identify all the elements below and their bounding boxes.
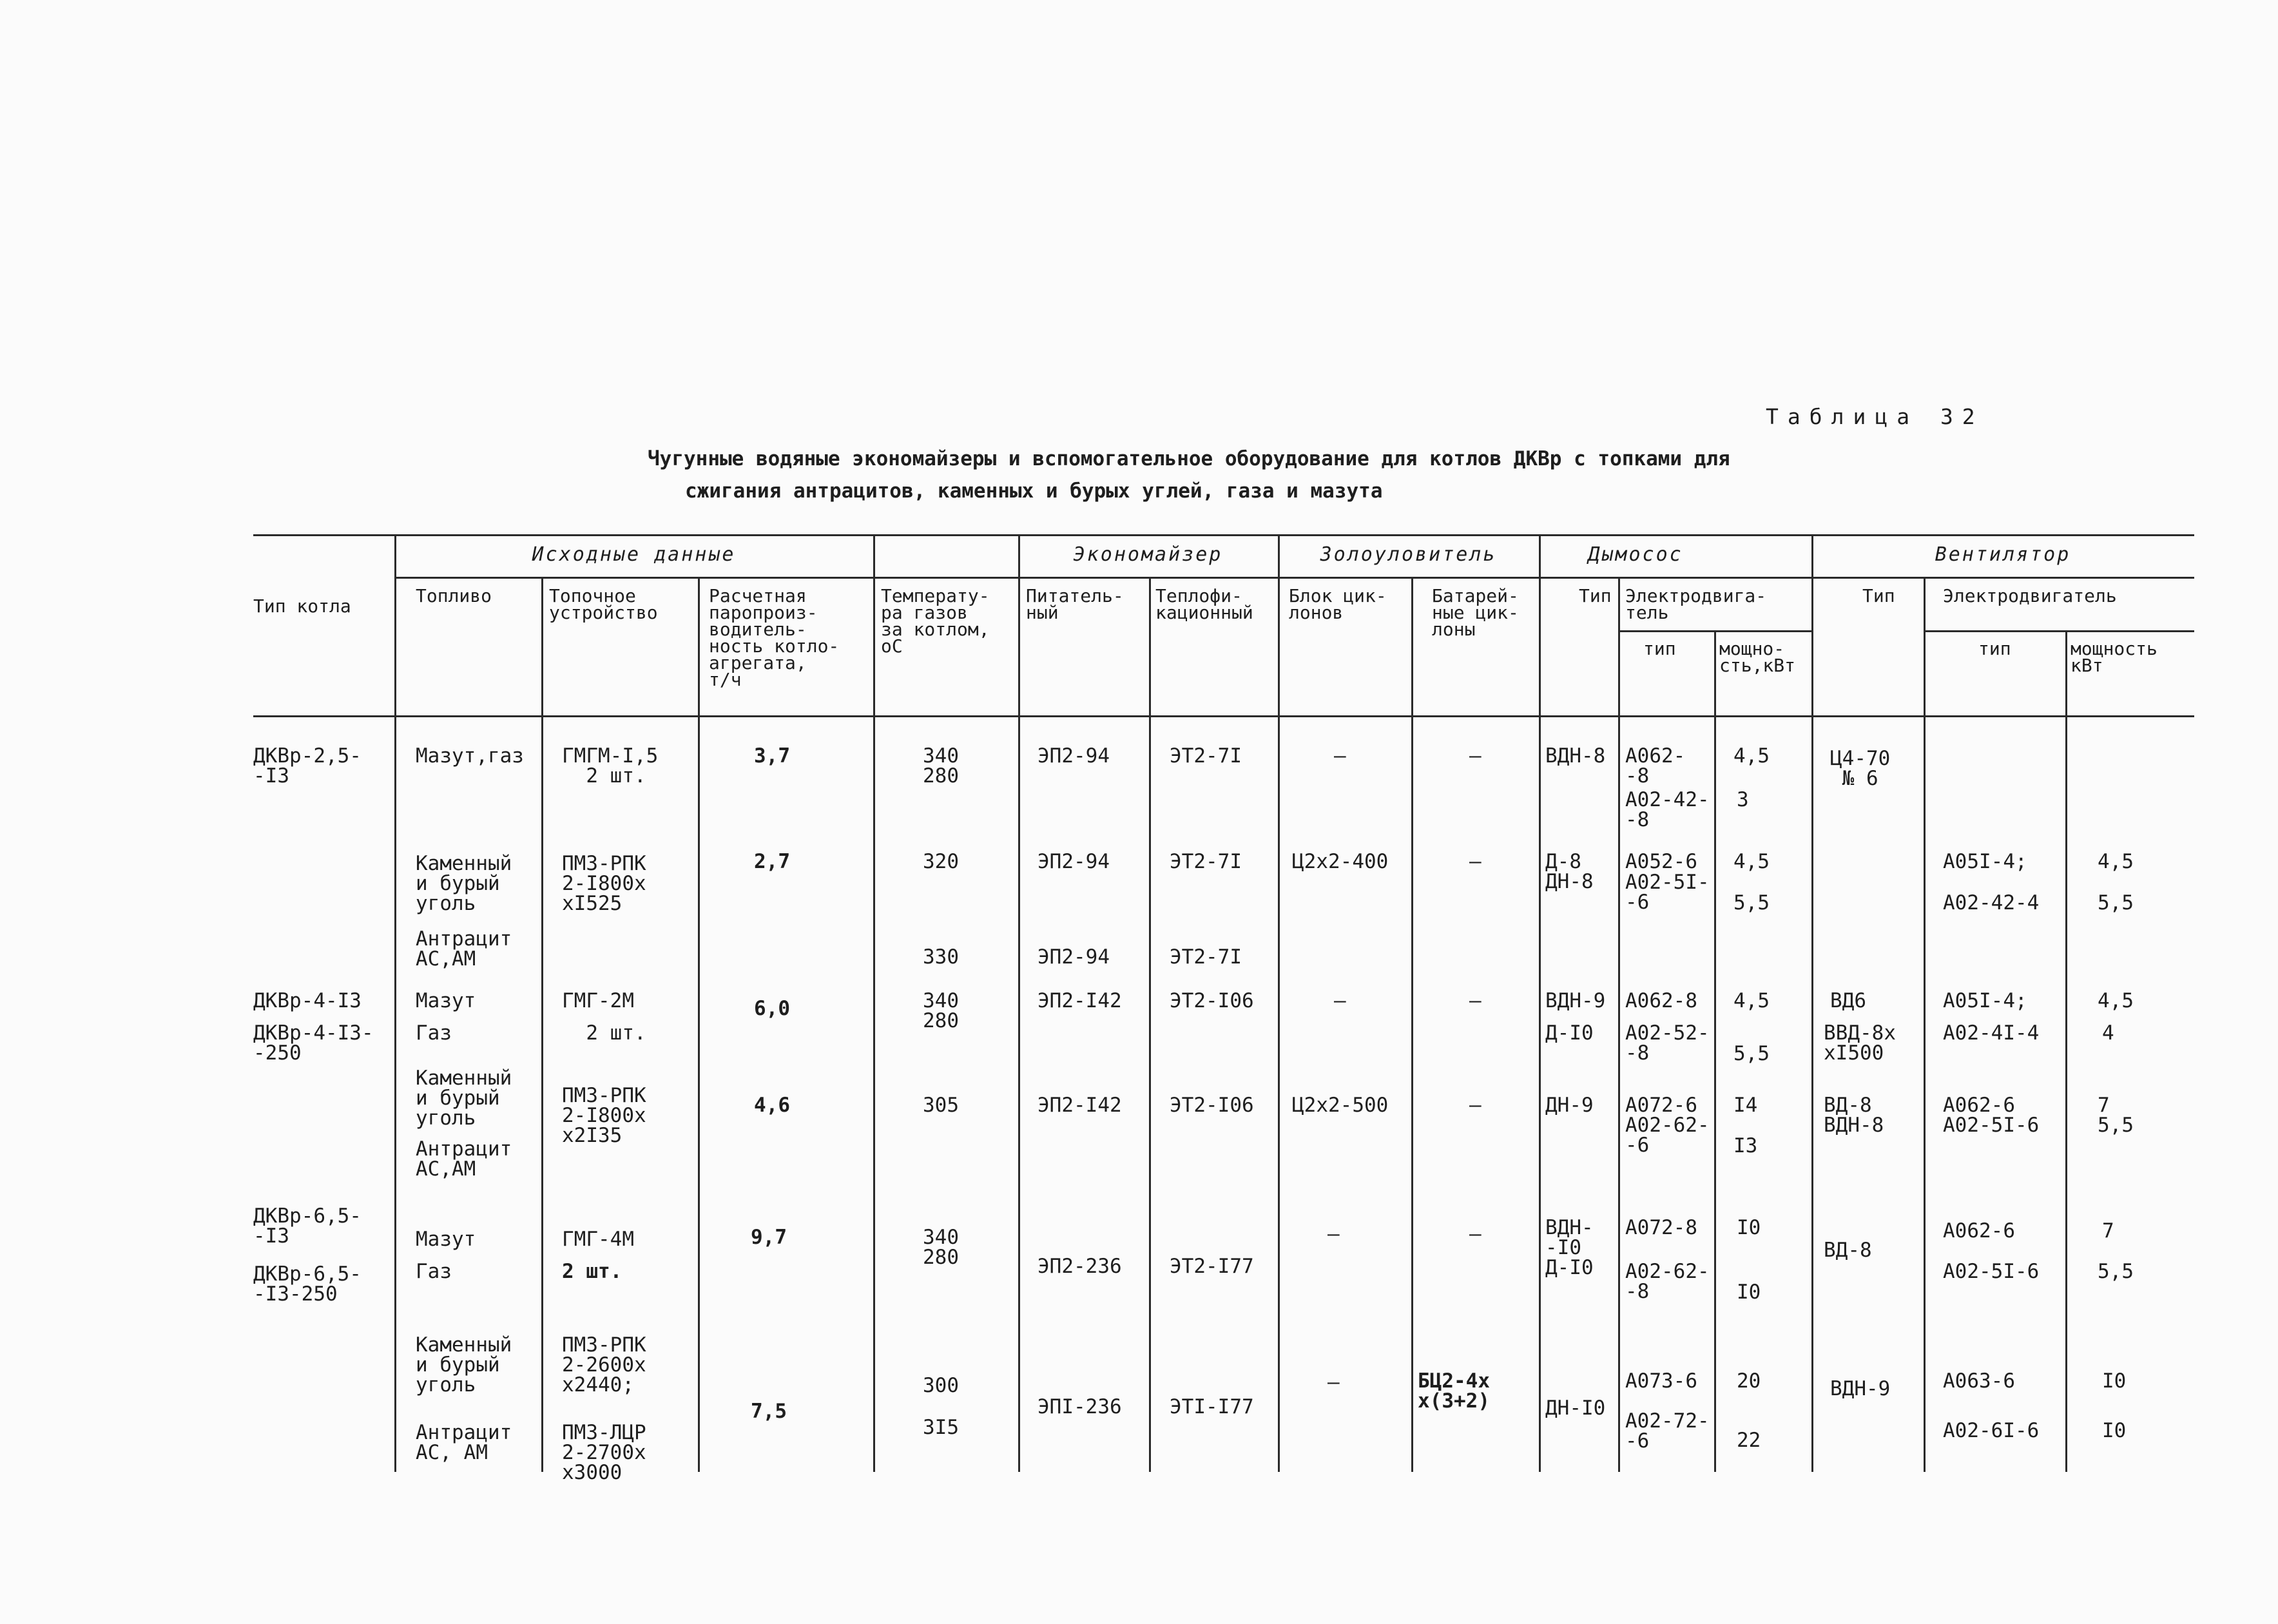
cell-fan-motor-type: А062-6 [1943,1219,2015,1242]
cell-fuel: Мазут [416,1228,476,1251]
col-rule [873,534,875,1472]
col-battery-cyclones: Батарей- ные цик- лоны [1432,585,1519,640]
cell-smoke-motor-type: А073-6 [1625,1369,1697,1393]
cell-econ-feed: ЭП2-94 [1038,945,1110,969]
cell-econ-feed: ЭП2-94 [1038,744,1110,768]
cell-smoke-type: ДН-9 [1545,1094,1594,1117]
table-number-label: Таблица 32 [1766,404,1984,429]
cell-battery-cyclones: БЦ2-4х х(3+2) [1418,1369,1490,1413]
col-cyclone-block: Блок цик- лонов [1289,585,1387,623]
cell-econ-feed: ЭП2-I42 [1038,989,1122,1012]
cell-battery-cyclones: – [1469,850,1482,873]
cell-fan-motor-type: А02-6I-6 [1943,1419,2040,1442]
cell-battery-cyclones: – [1469,989,1482,1012]
cell-econ-feed: ЭП2-236 [1038,1255,1122,1278]
cell-gas-temp: 3I5 [923,1416,959,1439]
col-rule [1149,577,1151,1472]
cell-econ-heating: ЭТ2-I77 [1170,1255,1254,1278]
cell-fan-motor-power: 7 5,5 [2098,1094,2134,1137]
cell-boiler-type: ДКВр-6,5- -I3-250 [253,1262,362,1306]
cell-smoke-motor-type: А062-8 [1625,989,1697,1012]
cell-fuel: Газ [416,1260,452,1283]
cell-gas-temp: 340 280 [923,744,959,788]
col-rule [1278,534,1280,1472]
cell-smoke-motor-power: I0 [1737,1281,1761,1304]
cell-smoke-type: ВДН-9 [1545,989,1606,1012]
cell-fan-type: ВДН-9 [1830,1377,1891,1400]
cell-smoke-motor-power: 5,5 [1733,1042,1770,1065]
cell-cyclone-block: Ц2х2-400 [1292,850,1389,873]
cell-fan-motor-type: А02-5I-6 [1943,1260,2040,1283]
cell-capacity: 9,7 [751,1226,787,1249]
col-fan-motor: Электродвигатель [1943,585,2117,606]
cell-smoke-type: ДН-I0 [1545,1397,1606,1420]
col-rule [2065,630,2067,1472]
cell-cyclone-block: – [1327,1371,1340,1394]
col-fan-motor-power: мощность кВт [2070,638,2157,676]
group-ash-collector: Золоуловитель [1320,543,1497,566]
col-boiler-type: Тип котла [253,595,351,617]
cell-fuel: Антрацит АС,АМ [416,1137,512,1181]
cell-fuel: Каменный и бурый уголь [416,1067,512,1130]
cell-fan-motor-power: 5,5 [2098,891,2134,914]
cell-fan-motor-type: А02-42-4 [1943,891,2040,914]
cell-smoke-motor-power: I0 [1737,1216,1761,1239]
cell-furnace: ПМЗ-РПК 2-I800х хI525 [562,852,646,915]
cell-cyclone-block: – [1334,744,1346,768]
cell-fuel: Мазут,газ [416,744,524,768]
cell-fan-motor-type: А063-6 [1943,1369,2015,1393]
cell-furnace: ПМЗ-ЛЦР 2-2700х х3000 [562,1421,646,1484]
cell-smoke-motor-power: 5,5 [1733,891,1770,914]
cell-capacity: 3,7 [754,744,790,768]
cell-smoke-motor-power: 20 [1737,1369,1761,1393]
cell-furnace: 2 шт. [562,1021,646,1045]
col-smoke-motor-type: тип [1643,638,1676,659]
cell-fuel: Антрацит АС,АМ [416,927,512,971]
cell-smoke-motor-type: А052-6 [1625,850,1697,873]
cell-battery-cyclones: – [1469,1223,1482,1246]
cell-boiler-type: ДКВр-4-I3- -250 [253,1021,374,1065]
col-rule [394,534,396,1472]
col-econ-heating: Теплофи- кационный [1155,585,1253,623]
cell-fan-motor-type: А05I-4; [1943,850,2027,873]
col-smoke-motor-power: мощно- сть,кВт [1719,638,1796,676]
cell-smoke-motor-type: А062- -8 [1625,744,1686,788]
cell-smoke-type: ВДН-8 [1545,744,1606,768]
cell-cyclone-block: – [1327,1223,1340,1246]
col-rule [1018,534,1020,1472]
cell-fan-motor-power: 4,5 [2098,850,2134,873]
cell-smoke-motor-type: А02-62- -8 [1625,1260,1710,1303]
cell-econ-heating: ЭТ2-7I [1170,945,1242,969]
col-rule [1924,577,1926,1472]
cell-fuel: Газ [416,1021,452,1045]
cell-fan-motor-power: 4,5 [2098,989,2134,1012]
cell-gas-temp: 305 [923,1094,959,1117]
cell-econ-feed: ЭПI-236 [1038,1395,1122,1418]
cell-furnace: 2 шт. [562,1260,623,1283]
cell-fan-type: ВД-8 ВДН-8 [1824,1094,1884,1137]
cell-smoke-motor-power: 4,5 [1733,850,1770,873]
col-smoke-motor: Электродвига- тель [1625,585,1767,623]
cell-capacity: 2,7 [754,850,790,873]
cell-fan-motor-power: 7 [2102,1219,2114,1242]
cell-fan-motor-type: А05I-4; [1943,989,2027,1012]
cell-smoke-type: Д-8 ДН-8 [1545,850,1594,893]
motor-subheader-rule-fan [1924,630,2194,632]
cell-smoke-motor-type: А02-52- -8 [1625,1021,1710,1065]
col-smoke-type: Тип [1579,585,1612,606]
cell-smoke-motor-power: 22 [1737,1429,1761,1452]
col-rule [698,577,700,1472]
group-initial-data: Исходные данные [532,543,736,566]
col-rule [1618,577,1620,1472]
cell-smoke-type: ВДН- -I0 Д-I0 [1545,1216,1594,1279]
table-caption-line-1: Чугунные водяные экономайзеры и вспомогательное оборудование для котлов ДКВр с топками для [648,447,1730,470]
cell-capacity: 7,5 [751,1400,787,1423]
cell-fan-motor-type: А062-6 А02-5I-6 [1943,1094,2040,1137]
cell-fuel: Каменный и бурый уголь [416,852,512,915]
header-bottom-rule [253,715,2194,717]
cell-gas-temp: 320 [923,850,959,873]
cell-cyclone-block: – [1334,989,1346,1012]
cell-fan-type: ВД-8 [1824,1239,1872,1262]
cell-fan-type: ВВД-8х хI500 [1824,1021,1896,1065]
col-fan-type: Тип [1862,585,1895,606]
cell-smoke-motor-power: 4,5 [1733,989,1770,1012]
cell-gas-temp: 340 280 [923,1226,959,1269]
cell-battery-cyclones: – [1469,744,1482,768]
cell-gas-temp: 300 [923,1374,959,1397]
cell-smoke-motor-type: А02-5I- -6 [1625,871,1710,914]
cell-boiler-type: ДКВр-2,5- -I3 [253,744,362,788]
col-rule [1539,534,1541,1472]
col-furnace: Топочное устройство [549,585,658,623]
group-smoke-exhauster: Дымосос [1588,543,1683,566]
col-capacity: Расчетная паропроиз- водитель- ность котло- агрегата, т/ч [709,585,840,690]
cell-fuel: Каменный и бурый уголь [416,1333,512,1397]
cell-smoke-motor-power: 4,5 [1733,744,1770,768]
cell-furnace: ГМГ-2М [562,989,634,1012]
cell-gas-temp: 330 [923,945,959,969]
cell-smoke-motor-power: 3 [1737,788,1749,811]
cell-capacity: 4,6 [754,1094,790,1117]
cell-furnace: ПМЗ-РПК 2-I800х х2I35 [562,1084,646,1147]
cell-econ-heating: ЭТ2-7I [1170,744,1242,768]
group-fan: Вентилятор [1935,543,2071,566]
cell-fan-motor-power: 5,5 [2098,1260,2134,1283]
col-rule [1411,577,1413,1472]
cell-fan-motor-power: 4 [2102,1021,2114,1045]
cell-econ-feed: ЭП2-94 [1038,850,1110,873]
cell-smoke-motor-type: А02-42- -8 [1625,788,1710,831]
cell-smoke-motor-power: I3 [1733,1134,1758,1157]
col-rule [541,577,543,1472]
group-economizer: Экономайзер [1073,543,1223,566]
table-top-rule [253,534,2194,536]
cell-furnace: ГМГ-4М [562,1228,634,1251]
cell-smoke-motor-type: А072-6 А02-62- -6 [1625,1094,1710,1157]
cell-fan-motor-power: I0 [2102,1369,2127,1393]
cell-furnace: ГМГМ-I,5 2 шт. [562,744,659,788]
cell-cyclone-block: Ц2х2-500 [1292,1094,1389,1117]
cell-boiler-type: ДКВр-6,5- -I3 [253,1204,362,1248]
cell-furnace: ПМЗ-РПК 2-2600х х2440; [562,1333,646,1397]
col-econ-feed: Питатель- ный [1026,585,1124,623]
cell-econ-feed: ЭП2-I42 [1038,1094,1122,1117]
table-caption-line-2: сжигания антрацитов, каменных и бурых углей, газа и мазута [685,479,1383,503]
cell-gas-temp: 340 280 [923,989,959,1032]
cell-capacity: 6,0 [754,997,790,1020]
cell-fan-type: Ц4-70 № 6 [1830,747,1891,790]
cell-smoke-motor-type: А02-72- -6 [1625,1409,1710,1453]
cell-fuel: Антрацит АС, АМ [416,1421,512,1464]
cell-econ-heating: ЭТ2-7I [1170,850,1242,873]
col-rule [1811,534,1813,1472]
cell-battery-cyclones: – [1469,1094,1482,1117]
cell-fan-type: ВД6 [1830,989,1866,1012]
col-rule [1714,630,1716,1472]
col-gas-temp: Температу- ра газов за котлом, оС [881,585,990,657]
cell-fuel: Мазут [416,989,476,1012]
cell-econ-heating: ЭТ2-I06 [1170,989,1254,1012]
cell-smoke-motor-power: I4 [1733,1094,1758,1117]
col-fan-motor-type: тип [1978,638,2011,659]
cell-fan-motor-type: А02-4I-4 [1943,1021,2040,1045]
cell-econ-heating: ЭТ2-I06 [1170,1094,1254,1117]
cell-smoke-type: Д-I0 [1545,1021,1594,1045]
cell-econ-heating: ЭТI-I77 [1170,1395,1254,1418]
cell-boiler-type: ДКВр-4-I3 [253,989,362,1012]
col-fuel: Топливо [416,585,492,606]
cell-fan-motor-power: I0 [2102,1419,2127,1442]
cell-smoke-motor-type: А072-8 [1625,1216,1697,1239]
